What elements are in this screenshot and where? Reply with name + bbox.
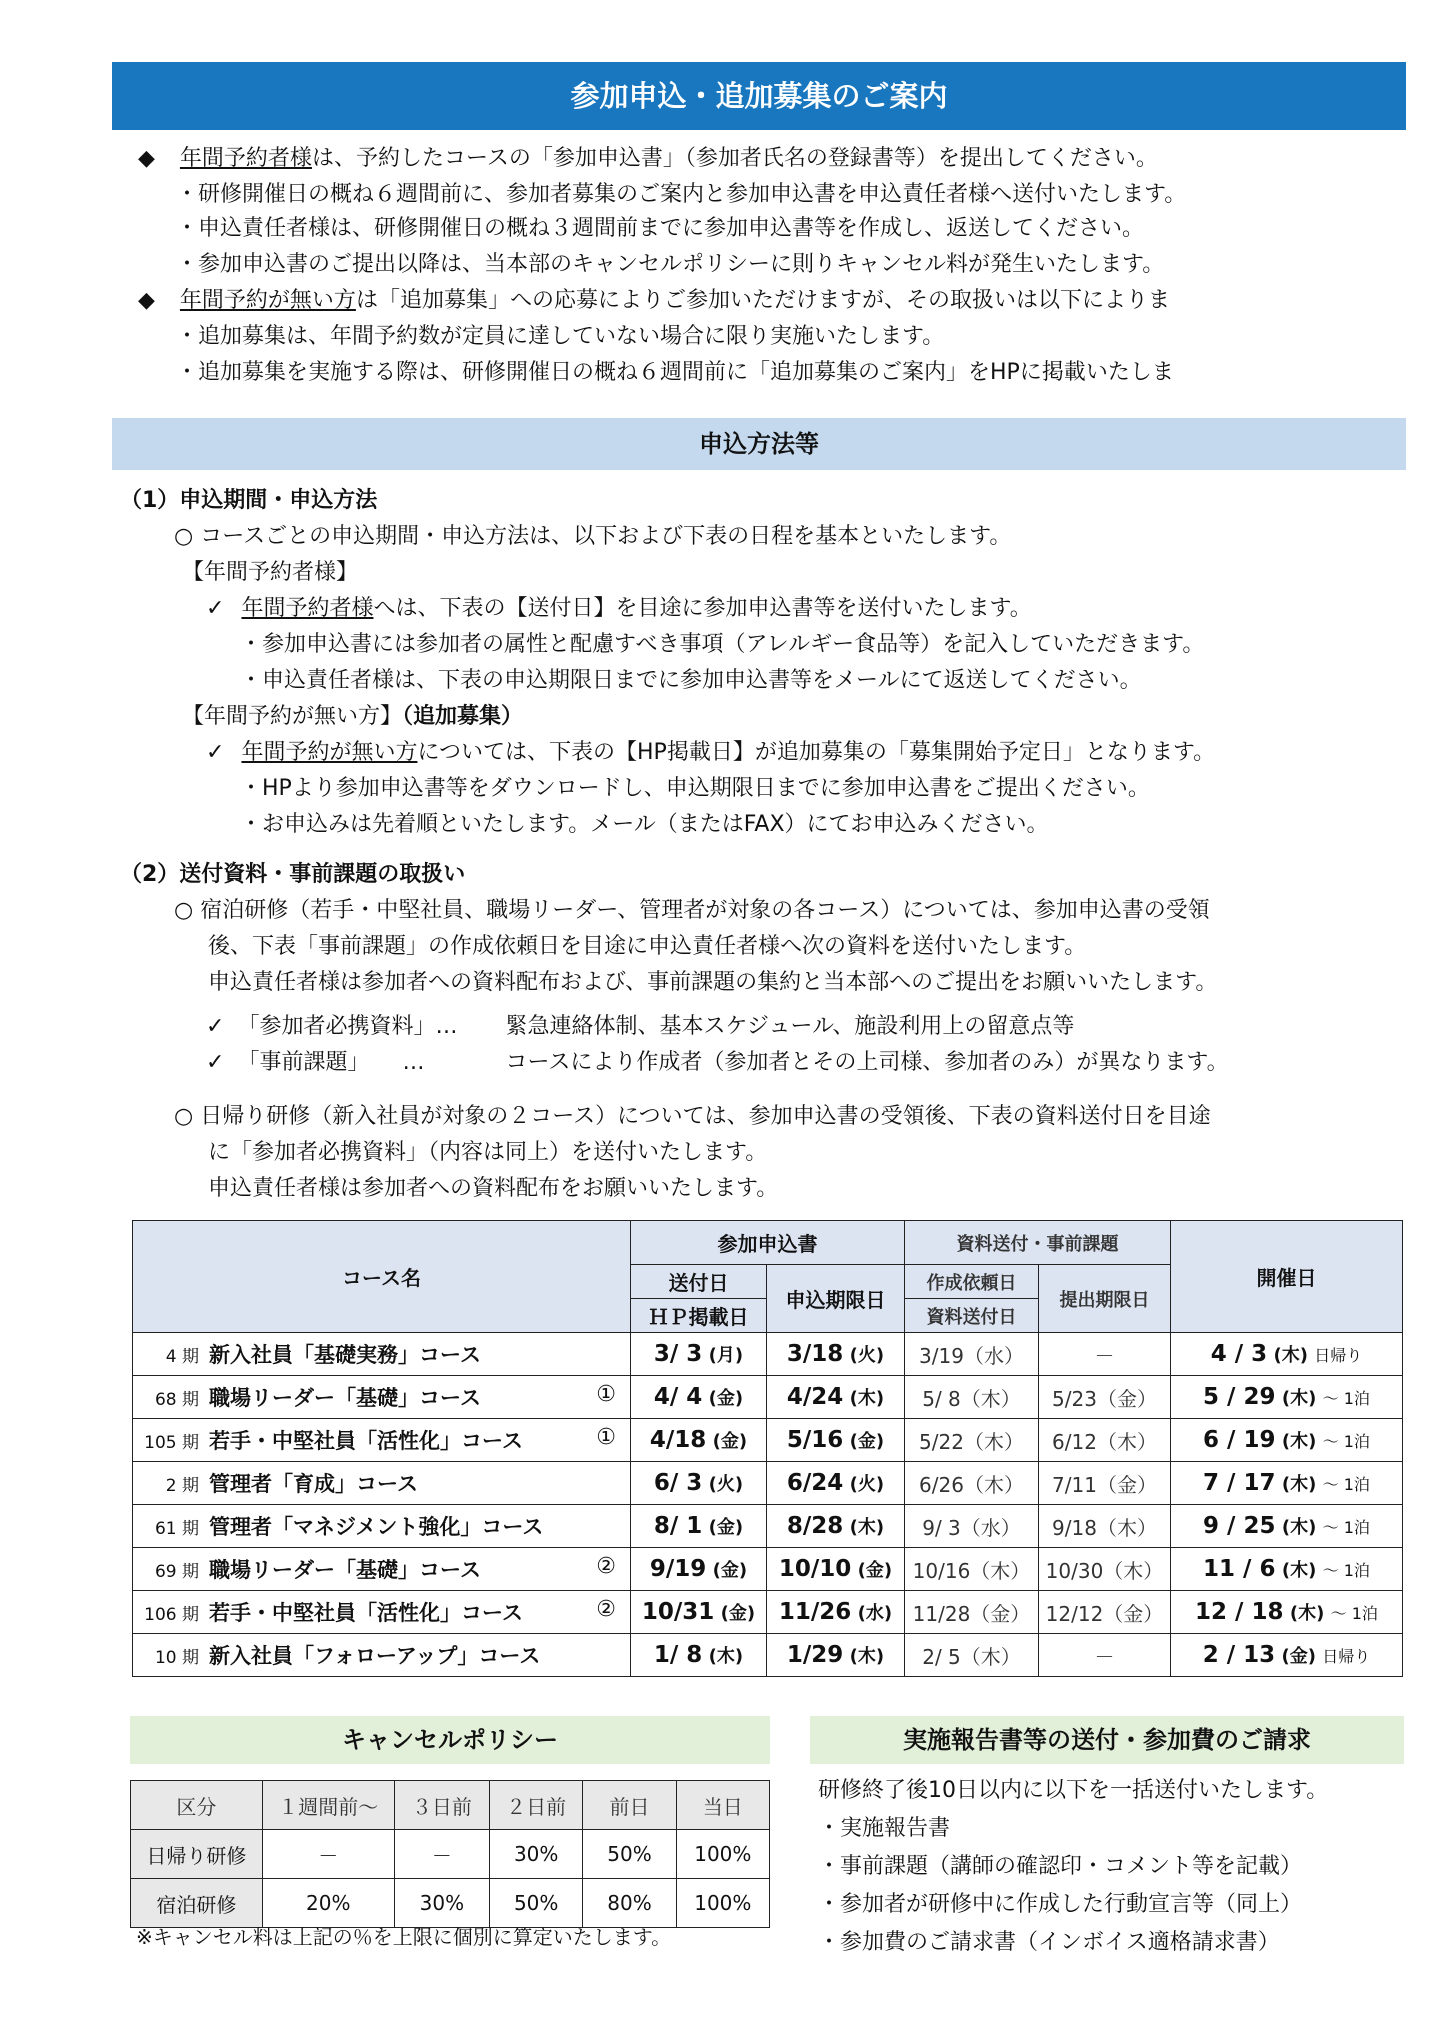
send-date-cell: [631, 1634, 767, 1677]
deadline-date: 4/24: [786, 1384, 844, 1410]
day-line: に「参加者必携資料」（内容は同上）を送付いたします。: [208, 1140, 768, 1165]
diamond-icon: ◆: [138, 146, 155, 171]
event-date-cell: [1171, 1548, 1403, 1591]
th-send: 送付日: [631, 1265, 767, 1299]
send-date-cell: [631, 1548, 767, 1591]
none-check: [206, 738, 1215, 768]
cancel-cell: 80%: [583, 1879, 676, 1928]
event-weekday: (木): [1281, 1474, 1317, 1495]
send-weekday: (月): [708, 1345, 744, 1366]
material-text: 緊急連絡体制、基本スケジュール、施設利用上の留意点等: [505, 1014, 1075, 1039]
deadline-weekday: (水): [857, 1603, 893, 1624]
table-row: [133, 1419, 1403, 1462]
course-period: 105 期: [144, 1433, 199, 1453]
request-date: 6/26（木）: [905, 1462, 1039, 1505]
list-item: ・申込責任者様は、下表の申込期限日までに参加申込書等をメールにて返送してください。: [240, 668, 1142, 693]
event-date: 11 / 6: [1203, 1556, 1276, 1582]
send-date: 4/18: [649, 1427, 707, 1453]
list-item: ・HPより参加申込書等をダウンロードし、申込期限日までに参加申込書をご提出ください。: [240, 776, 1150, 801]
cancel-th: １週間前～: [262, 1781, 394, 1830]
th-course: コース名: [133, 1221, 631, 1333]
event-date-cell: [1171, 1376, 1403, 1419]
cancel-cell: 20%: [262, 1879, 394, 1928]
cancel-cell: 30%: [490, 1830, 583, 1879]
list-item: ・追加募集は、年間予約数が定員に達していない場合に限り実施いたします。: [176, 324, 945, 349]
cancel-cell: －: [262, 1830, 394, 1879]
deadline-date: 3/18: [786, 1341, 844, 1367]
deadline-weekday: (火): [849, 1345, 885, 1366]
day-line: ○ 日帰り研修（新入社員が対象の２コース）については、参加申込書の受領後、下表の資料送付日を目途: [174, 1104, 1211, 1129]
course-period: 10 期: [154, 1648, 199, 1668]
cancel-th: 区分: [131, 1781, 263, 1830]
cancel-cell: －: [394, 1830, 489, 1879]
check-icon: ✓: [206, 740, 225, 765]
list-item: ・申込責任者様は、研修開催日の概ね３週間前までに参加申込書等を作成し、返送してください。: [176, 216, 1145, 241]
th-app: 参加申込書: [631, 1221, 905, 1265]
course-period: 106 期: [144, 1605, 199, 1625]
table-row: [133, 1634, 1403, 1677]
request-date: 9/ 3（水）: [905, 1505, 1039, 1548]
submit-date: －: [1039, 1333, 1171, 1376]
deadline-date: 10/10: [778, 1556, 852, 1582]
none-check-rest: については、下表の【HP掲載日】が追加募集の「募集開始予定日」となります。: [417, 740, 1216, 765]
course-period: 2 期: [165, 1476, 199, 1496]
deadline-cell: [767, 1505, 905, 1548]
th-mat: 資料送付・事前課題: [905, 1221, 1171, 1265]
event-date: 6 / 19: [1203, 1427, 1276, 1453]
material-item: [206, 1012, 1074, 1042]
deadline-weekday: (金): [849, 1431, 885, 1452]
event-date: 5 / 29: [1203, 1384, 1276, 1410]
none-rest: は「追加募集」への応募によりご参加いただけますが、その取扱いは以下によりま: [355, 288, 1170, 313]
deadline-cell: [767, 1634, 905, 1677]
deadline-date: 1/29: [786, 1642, 844, 1668]
table-row: [133, 1548, 1403, 1591]
sec1-intro: ○ コースごとの申込期間・申込方法は、以下および下表の日程を基本といたします。: [174, 524, 1012, 549]
event-date-cell: [1171, 1333, 1403, 1376]
event-note: ～ 1泊: [1330, 1604, 1378, 1623]
event-date-cell: [1171, 1591, 1403, 1634]
material-label: 「参加者必携資料」…: [237, 1014, 458, 1039]
report-line: ・事前課題（講師の確認印・コメント等を記載）: [818, 1854, 1303, 1879]
send-date: 6/ 3: [653, 1470, 703, 1496]
th-hp: ＨＰ掲載日: [631, 1299, 767, 1333]
none-label-bold: （追加募集）: [402, 704, 524, 729]
course-title: 新入社員「フォローアップ」コース: [209, 1644, 541, 1668]
cancel-cell: 100%: [676, 1830, 769, 1879]
event-date: 7 / 17: [1203, 1470, 1276, 1496]
send-date: 4/ 4: [653, 1384, 703, 1410]
deadline-cell: [767, 1591, 905, 1634]
send-weekday: (金): [708, 1517, 744, 1538]
course-period: 4 期: [165, 1347, 199, 1367]
submit-date: －: [1039, 1634, 1171, 1677]
check-icon: ✓: [206, 1050, 225, 1075]
send-weekday: (火): [708, 1474, 744, 1495]
material-item: [206, 1048, 1229, 1078]
event-date-cell: [1171, 1462, 1403, 1505]
deadline-date: 5/16: [786, 1427, 844, 1453]
cancel-th: 前日: [583, 1781, 676, 1830]
annual-label: 年間予約者様: [179, 146, 312, 171]
course-cell: [133, 1333, 631, 1376]
event-note: ～ 1泊: [1322, 1389, 1370, 1408]
event-weekday: (木): [1273, 1345, 1308, 1366]
none-label-text: 【年間予約が無い方】: [182, 704, 403, 729]
request-date: 5/ 8（木）: [905, 1376, 1039, 1419]
send-date: 9/19: [649, 1556, 707, 1582]
event-weekday: (木): [1281, 1431, 1317, 1452]
lodging-line: ○ 宿泊研修（若手・中堅社員、職場リーダー、管理者が対象の各コース）については、参加申込書の受領: [174, 898, 1210, 923]
send-date-cell: [631, 1505, 767, 1548]
request-date: 5/22（木）: [905, 1419, 1039, 1462]
event-note: ～ 1泊: [1322, 1475, 1370, 1494]
course-title: 管理者「育成」コース: [209, 1472, 418, 1496]
intro-bullet-none: [138, 286, 1170, 316]
deadline-cell: [767, 1333, 905, 1376]
course-period: 68 期: [154, 1390, 199, 1410]
event-weekday: (木): [1281, 1560, 1317, 1581]
th-matsend: 資料送付日: [905, 1299, 1039, 1333]
table-row: [133, 1591, 1403, 1634]
list-item: ・参加申込書のご提出以降は、当本部のキャンセルポリシーに則りキャンセル料が発生いたします。: [176, 252, 1165, 277]
cancel-cell: 50%: [490, 1879, 583, 1928]
cancel-th: ２日前: [490, 1781, 583, 1830]
report-line: ・参加者が研修中に作成した行動宣言等（同上）: [818, 1892, 1303, 1917]
deadline-cell: [767, 1419, 905, 1462]
table-row: [133, 1333, 1403, 1376]
check-icon: ✓: [206, 596, 225, 621]
event-date: 2 / 13: [1202, 1642, 1276, 1668]
event-weekday: (木): [1281, 1517, 1317, 1538]
table-row: [133, 1505, 1403, 1548]
event-weekday: (木): [1289, 1603, 1325, 1624]
intro-bullet-annual: [138, 144, 1158, 174]
request-date: 3/19（水）: [905, 1333, 1039, 1376]
annual-rest: は、予約したコースの「参加申込書」（参加者氏名の登録書等）を提出してください。: [311, 146, 1158, 171]
request-date: 10/16（木）: [905, 1548, 1039, 1591]
course-title: 新入社員「基礎実務」コース: [209, 1343, 481, 1367]
course-title: 職場リーダー「基礎」コース: [209, 1558, 481, 1582]
send-weekday: (金): [712, 1560, 748, 1581]
th-submit: 提出期限日: [1039, 1265, 1171, 1333]
course-cell: [133, 1462, 631, 1505]
course-number: ①: [596, 1382, 616, 1407]
event-date-cell: [1171, 1505, 1403, 1548]
submit-date: 12/12（金）: [1039, 1591, 1171, 1634]
deadline-weekday: (木): [849, 1388, 885, 1409]
schedule-table: [132, 1220, 1403, 1677]
sec2-heading: （2）送付資料・事前課題の取扱い: [120, 862, 466, 887]
course-cell: [133, 1419, 631, 1462]
event-date: 4 / 3: [1210, 1341, 1268, 1367]
cancel-policy-title: キャンセルポリシー: [130, 1716, 770, 1764]
event-date-cell: [1171, 1634, 1403, 1677]
course-number: ②: [596, 1597, 616, 1622]
annual-section-label: 【年間予約者様】: [182, 560, 359, 585]
submit-date: 6/12（木）: [1039, 1419, 1171, 1462]
send-date-cell: [631, 1419, 767, 1462]
cancel-th: ３日前: [394, 1781, 489, 1830]
event-date-cell: [1171, 1419, 1403, 1462]
sec1-heading: （1）申込期間・申込方法: [120, 488, 378, 513]
request-date: 2/ 5（木）: [905, 1634, 1039, 1677]
material-text: コースにより作成者（参加者とその上司様、参加者のみ）が異なります。: [505, 1050, 1229, 1075]
event-weekday: (木): [1281, 1388, 1317, 1409]
submit-date: 10/30（木）: [1039, 1548, 1171, 1591]
send-date: 8/ 1: [653, 1513, 703, 1539]
none-check-u: 年間予約が無い方: [241, 740, 418, 765]
report-title: 実施報告書等の送付・参加費のご請求: [810, 1716, 1404, 1764]
course-cell: [133, 1376, 631, 1419]
event-note: 日帰り: [1322, 1647, 1371, 1666]
cancel-cell: 100%: [676, 1879, 769, 1928]
cancel-cell: 30%: [394, 1879, 489, 1928]
course-cell: [133, 1505, 631, 1548]
send-weekday: (木): [708, 1646, 744, 1667]
send-date: 10/31: [641, 1599, 715, 1625]
annual-check: [206, 594, 1032, 624]
deadline-date: 8/28: [786, 1513, 844, 1539]
day-line: 申込責任者様は参加者への資料配布をお願いいたします。: [208, 1176, 779, 1201]
cancel-row-label: 日帰り研修: [131, 1830, 263, 1879]
table-row: [133, 1376, 1403, 1419]
send-date: 1/ 8: [653, 1642, 703, 1668]
event-date: 12 / 18: [1195, 1599, 1284, 1625]
none-label: 年間予約が無い方: [179, 288, 356, 313]
material-label: 「事前課題」 …: [237, 1050, 425, 1075]
course-number: ①: [596, 1425, 616, 1450]
course-title: 若手・中堅社員「活性化」コース: [209, 1429, 523, 1453]
event-note: ～ 1泊: [1322, 1432, 1370, 1451]
annual-check-u: 年間予約者様: [241, 596, 374, 621]
course-number: ②: [596, 1554, 616, 1579]
none-section-label: [182, 702, 523, 732]
send-date-cell: [631, 1333, 767, 1376]
course-period: 69 期: [154, 1562, 199, 1582]
deadline-weekday: (火): [849, 1474, 885, 1495]
list-item: ・研修開催日の概ね６週間前に、参加者募集のご案内と参加申込書を申込責任者様へ送付いたします。: [176, 182, 1187, 207]
cancel-table: [130, 1780, 770, 1928]
deadline-cell: [767, 1462, 905, 1505]
course-cell: [133, 1591, 631, 1634]
report-line: ・実施報告書: [818, 1816, 951, 1841]
diamond-icon: ◆: [138, 288, 155, 313]
deadline-weekday: (木): [849, 1646, 885, 1667]
event-note: ～ 1泊: [1322, 1561, 1370, 1580]
list-item: ・参加申込書には参加者の属性と配慮すべき事項（アレルギー食品等）を記入していただきます。: [240, 632, 1205, 657]
submit-date: 9/18（木）: [1039, 1505, 1171, 1548]
cancel-row-label: 宿泊研修: [131, 1879, 263, 1928]
method-banner-title: 申込方法等: [112, 418, 1406, 470]
cancel-note: ※キャンセル料は上記の％を上限に個別に算定いたします。: [136, 1925, 672, 1949]
check-icon: ✓: [206, 1014, 225, 1039]
th-req: 作成依頼日: [905, 1265, 1039, 1299]
course-period: 61 期: [154, 1519, 199, 1539]
submit-date: 7/11（金）: [1039, 1462, 1171, 1505]
annual-check-rest: へは、下表の【送付日】を目途に参加申込書等を送付いたします。: [373, 596, 1032, 621]
list-item: ・お申込みは先着順といたします。メール（またはFAX）にてお申込みください。: [240, 812, 1049, 837]
deadline-date: 6/24: [786, 1470, 844, 1496]
deadline-cell: [767, 1548, 905, 1591]
deadline-weekday: (木): [849, 1517, 885, 1538]
report-line: 研修終了後10日以内に以下を一括送付いたします。: [818, 1778, 1329, 1803]
course-title: 若手・中堅社員「活性化」コース: [209, 1601, 523, 1625]
cancel-cell: 50%: [583, 1830, 676, 1879]
main-banner-title: 参加申込・追加募集のご案内: [112, 62, 1406, 130]
send-date-cell: [631, 1376, 767, 1419]
send-weekday: (金): [708, 1388, 744, 1409]
course-title: 職場リーダー「基礎」コース: [209, 1386, 481, 1410]
send-date: 3/ 3: [653, 1341, 703, 1367]
cancel-th: 当日: [676, 1781, 769, 1830]
deadline-date: 11/26: [778, 1599, 852, 1625]
event-date: 9 / 25: [1203, 1513, 1276, 1539]
course-title: 管理者「マネジメント強化」コース: [209, 1515, 544, 1539]
send-date-cell: [631, 1462, 767, 1505]
course-cell: [133, 1634, 631, 1677]
send-weekday: (金): [712, 1431, 748, 1452]
request-date: 11/28（金）: [905, 1591, 1039, 1634]
event-note: 日帰り: [1314, 1346, 1363, 1365]
deadline-cell: [767, 1376, 905, 1419]
course-cell: [133, 1548, 631, 1591]
lodging-line: 申込責任者様は参加者への資料配布および、事前課題の集約と当本部へのご提出をお願いいたします。: [208, 970, 1218, 995]
table-row: [133, 1462, 1403, 1505]
deadline-weekday: (金): [857, 1560, 893, 1581]
th-deadline: 申込期限日: [767, 1265, 905, 1333]
th-date: 開催日: [1171, 1221, 1403, 1333]
report-line: ・参加費のご請求書（インボイス適格請求書）: [818, 1930, 1280, 1955]
send-date-cell: [631, 1591, 767, 1634]
submit-date: 5/23（金）: [1039, 1376, 1171, 1419]
lodging-line: 後、下表「事前課題」の作成依頼日を目途に申込責任者様へ次の資料を送付いたします。: [208, 934, 1087, 959]
event-note: ～ 1泊: [1322, 1518, 1370, 1537]
send-weekday: (金): [720, 1603, 756, 1624]
list-item: ・追加募集を実施する際は、研修開催日の概ね６週間前に「追加募集のご案内」をHPに掲載いたしま: [176, 360, 1174, 385]
event-weekday: (金): [1281, 1646, 1316, 1667]
